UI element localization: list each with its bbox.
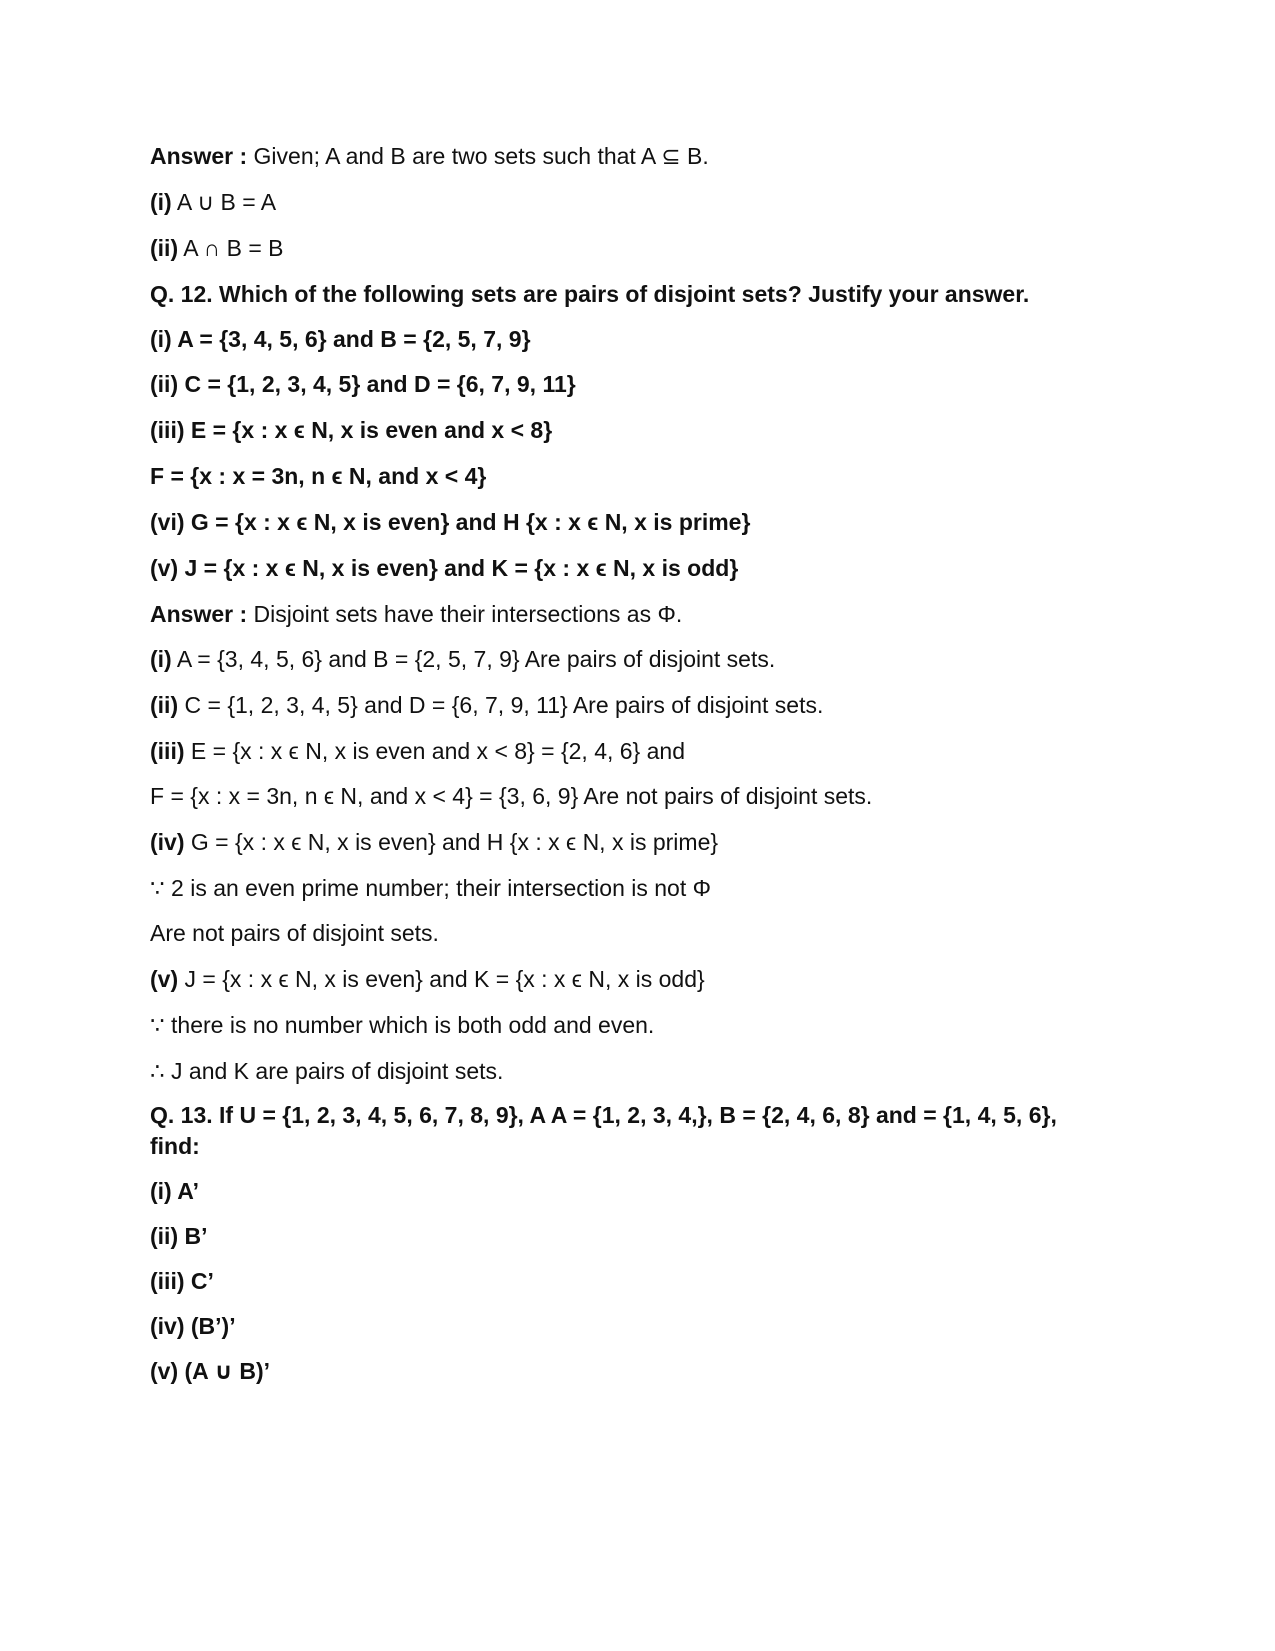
q12-part-v: (v) J = {x : x ϵ N, x is even} and K = {x : x ϵ N, x is odd} (150, 555, 739, 581)
part-text: J = {x : x ϵ N, x is even} and K = {x : x ϵ N, x is odd} (178, 966, 705, 992)
q12-answer-i (150, 643, 1110, 675)
part-label: (i) (150, 646, 172, 672)
q13-part-ii: (ii) B’ (150, 1223, 208, 1249)
part-label: (iii) (150, 738, 185, 764)
q12-part-iii: (iii) E = {x : x ϵ N, x is even and x < 8} (150, 417, 553, 443)
answer-label: Answer : (150, 143, 248, 169)
q12-answer-v-reason: ∵ there is no number which is both odd and even. (150, 1012, 655, 1038)
answer-text: Disjoint sets have their intersections as Φ. (247, 601, 683, 627)
q12-answer-iv-reason: ∵ 2 is an even prime number; their intersection is not Φ (150, 875, 711, 901)
part-label: (v) (150, 966, 179, 992)
q12-title: Q. 12. Which of the following sets are pairs of disjoint sets? Justify your answer. (150, 281, 1030, 307)
part-label: (ii) (150, 235, 179, 261)
q12-answer-iv-conclusion: Are not pairs of disjoint sets. (150, 920, 439, 946)
part-text: A ∩ B = B (178, 235, 284, 261)
part-label: (ii) (150, 692, 179, 718)
part-text: A ∪ B = A (171, 189, 277, 215)
q12-answer-intro (150, 598, 1110, 630)
answer-text: Given; A and B are two sets such that A ⊆ B. (247, 143, 709, 169)
answer-part-i (150, 186, 1110, 218)
q12-part-ii: (ii) C = {1, 2, 3, 4, 5} and D = {6, 7, 9, 11} (150, 371, 576, 397)
part-label: (iv) (150, 829, 185, 855)
part-text: A = {3, 4, 5, 6} and B = {2, 5, 7, 9} Are pairs of disjoint sets. (171, 646, 776, 672)
q12-answer-iii-f: F = {x : x = 3n, n ϵ N, and x < 4} = {3, 6, 9} Are not pairs of disjoint sets. (150, 783, 873, 809)
q13-part-i: (i) A’ (150, 1178, 199, 1204)
q13-part-iv: (iv) (B’)’ (150, 1313, 236, 1339)
q13-part-iii: (iii) C’ (150, 1268, 214, 1294)
q12-answer-ii (150, 689, 1110, 721)
q13-title: Q. 13. If U = {1, 2, 3, 4, 5, 6, 7, 8, 9}, A A = {1, 2, 3, 4,}, B = {2, 4, 6, 8} and = {1, 4, 5, 6}, find: (150, 1102, 1057, 1159)
part-label: (i) (150, 189, 172, 215)
answer-part-ii (150, 232, 1110, 264)
part-text: E = {x : x ϵ N, x is even and x < 8} = {2, 4, 6} and (184, 738, 686, 764)
answer-intro (150, 140, 1110, 172)
q12-part-iv: (vi) G = {x : x ϵ N, x is even} and H {x : x ϵ N, x is prime} (150, 509, 751, 535)
q12-answer-iv (150, 826, 1110, 858)
part-text: C = {1, 2, 3, 4, 5} and D = {6, 7, 9, 11} Are pairs of disjoint sets. (178, 692, 824, 718)
q12-answer-v-conclusion: ∴ J and K are pairs of disjoint sets. (150, 1058, 504, 1084)
q12-part-i: (i) A = {3, 4, 5, 6} and B = {2, 5, 7, 9} (150, 326, 531, 352)
q12-answer-iii (150, 735, 1110, 767)
q13-part-v: (v) (A ∪ B)’ (150, 1358, 271, 1384)
answer-label: Answer : (150, 601, 248, 627)
q12-part-iii-f: F = {x : x = 3n, n ϵ N, and x < 4} (150, 463, 487, 489)
part-text: G = {x : x ϵ N, x is even} and H {x : x ϵ N, x is prime} (184, 829, 719, 855)
q12-answer-v (150, 963, 1110, 995)
